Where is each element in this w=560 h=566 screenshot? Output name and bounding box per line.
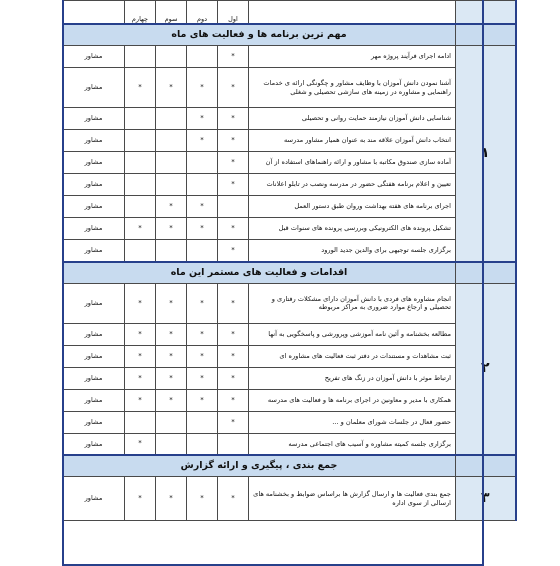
responsible-cell: مشاور xyxy=(63,477,125,521)
activity-text: جمع بندی فعالیت ها و ارسال گزارش ها براساس ضوابط و بخشنامه های ارسالی از سوی اداره xyxy=(249,477,456,521)
responsible-cell: مشاور xyxy=(63,68,125,108)
week-mark-cell: * xyxy=(156,345,187,367)
week-mark-cell: * xyxy=(218,68,249,108)
week-mark-cell: * xyxy=(156,477,187,521)
activity-text: برگزاری جلسه کمیته مشاوره و آسیب های اجتماعی مدرسه xyxy=(249,433,456,455)
week-mark-cell: * xyxy=(218,345,249,367)
activity-text: انتخاب دانش آموزان علاقه مند به عنوان همیار مشاور مدرسه xyxy=(249,130,456,152)
week-mark-cell: * xyxy=(218,389,249,411)
week-mark-cell: * xyxy=(218,323,249,345)
week-header: دوم xyxy=(187,1,218,25)
responsible-cell: مشاور xyxy=(63,196,125,218)
week-mark-cell: * xyxy=(187,218,218,240)
responsible-cell: مشاور xyxy=(63,345,125,367)
week-mark-cell: * xyxy=(187,389,218,411)
week-mark-cell: * xyxy=(218,174,249,196)
week-mark-cell: * xyxy=(187,196,218,218)
activity-text: انجام مشاوره های فردی با دانش آموزان دارای مشکلات رفتاری و تحصیلی و ارجاع موارد ضروری به مراکز مربوطه xyxy=(249,283,456,323)
week-mark-cell: * xyxy=(156,323,187,345)
responsible-cell: مشاور xyxy=(63,283,125,323)
activity-text: حضور فعال در جلسات شورای معلمان و ... xyxy=(249,411,456,433)
activity-text: آماده سازی صندوق مکاتبه با مشاور و ارائه راهنماهای استفاده از آن xyxy=(249,152,456,174)
activity-text: آشنا نمودن دانش آموزان با وظایف مشاور و چگونگی ارائه ی خدمات راهنمایی و مشاوره در زمینه های سازشی تحصیلی و شغلی xyxy=(249,68,456,108)
responsible-cell: مشاور xyxy=(63,389,125,411)
responsible-cell: مشاور xyxy=(63,240,125,262)
section-title: جمع بندی ، پیگیری و ارائه گزارش xyxy=(63,455,456,477)
week-mark-cell: * xyxy=(187,130,218,152)
week-mark-cell: * xyxy=(218,152,249,174)
week-mark-cell: * xyxy=(187,68,218,108)
week-mark-cell: * xyxy=(125,283,156,323)
page-frame xyxy=(62,0,484,566)
section-number: ۳ xyxy=(456,477,516,521)
week-mark-cell: * xyxy=(218,46,249,68)
activity-text: ثبت مشاهدات و مستندات در دفتر ثبت فعالیت های مشاوره ای xyxy=(249,345,456,367)
week-mark-cell: * xyxy=(218,283,249,323)
week-mark-cell: * xyxy=(125,218,156,240)
week-mark-cell: * xyxy=(125,477,156,521)
activity-text: اجرای برنامه های هفته بهداشت وروان طبق دستور العمل xyxy=(249,196,456,218)
responsible-cell: مشاور xyxy=(63,174,125,196)
section-title: اقدامات و فعالیت های مستمر این ماه xyxy=(63,262,456,284)
responsible-cell: مشاور xyxy=(63,323,125,345)
week-mark-cell: * xyxy=(156,389,187,411)
week-mark-cell: * xyxy=(187,283,218,323)
week-mark-cell: * xyxy=(125,433,156,455)
week-mark-cell: * xyxy=(218,367,249,389)
week-header: چهارم xyxy=(125,1,156,25)
week-mark-cell: * xyxy=(187,367,218,389)
section-title: مهم ترین برنامه ها و فعالیت های ماه xyxy=(63,24,456,46)
week-mark-cell: * xyxy=(156,196,187,218)
week-mark-cell: * xyxy=(218,477,249,521)
activity-text: شناسایی دانش آموزان نیازمند حمایت روانی و تحصیلی xyxy=(249,108,456,130)
responsible-cell: مشاور xyxy=(63,367,125,389)
week-header: اول xyxy=(218,1,249,25)
week-mark-cell: * xyxy=(125,68,156,108)
activity-text: تعیین و اعلام برنامه هفتگی حضور در مدرسه ونصب در تابلو اعلانات xyxy=(249,174,456,196)
week-mark-cell: * xyxy=(218,108,249,130)
activity-text: تشکیل پرونده های الکترونیکی وبررسی پرونده های سنوات قبل xyxy=(249,218,456,240)
week-mark-cell: * xyxy=(218,411,249,433)
week-mark-cell: * xyxy=(187,323,218,345)
responsible-cell: مشاور xyxy=(63,108,125,130)
responsible-cell: مشاور xyxy=(63,433,125,455)
responsible-cell: مشاور xyxy=(63,130,125,152)
week-mark-cell: * xyxy=(125,345,156,367)
week-mark-cell: * xyxy=(156,367,187,389)
week-header: سوم xyxy=(156,1,187,25)
activity-text: همکاری با مدیر و معاونین در اجرای برنامه ها و فعالیت های مدرسه xyxy=(249,389,456,411)
activity-text: ادامه اجرای فرآیند پروژه مهر xyxy=(249,46,456,68)
week-mark-cell: * xyxy=(187,108,218,130)
week-mark-cell: * xyxy=(125,389,156,411)
week-mark-cell: * xyxy=(156,68,187,108)
week-mark-cell: * xyxy=(187,345,218,367)
section-number: ۱ xyxy=(456,46,516,262)
week-mark-cell: * xyxy=(218,240,249,262)
week-mark-cell: * xyxy=(125,323,156,345)
activity-text: برگزاری جلسه توجیهی برای والدین جدید الورود xyxy=(249,240,456,262)
week-mark-cell: * xyxy=(156,218,187,240)
week-mark-cell: * xyxy=(156,283,187,323)
week-mark-cell: * xyxy=(187,477,218,521)
section-number: ۲ xyxy=(456,283,516,455)
activity-text: مطالعه بخشنامه و آئین نامه آموزشی وپرورشی و پاسخگویی به آنها xyxy=(249,323,456,345)
week-mark-cell: * xyxy=(218,218,249,240)
week-mark-cell: * xyxy=(125,367,156,389)
responsible-cell: مشاور xyxy=(63,218,125,240)
week-mark-cell: * xyxy=(218,130,249,152)
responsible-cell: مشاور xyxy=(63,46,125,68)
responsible-cell: مشاور xyxy=(63,152,125,174)
activity-text: ارتباط موثر با دانش آموزان در زنگ های تفریح xyxy=(249,367,456,389)
responsible-cell: مشاور xyxy=(63,411,125,433)
